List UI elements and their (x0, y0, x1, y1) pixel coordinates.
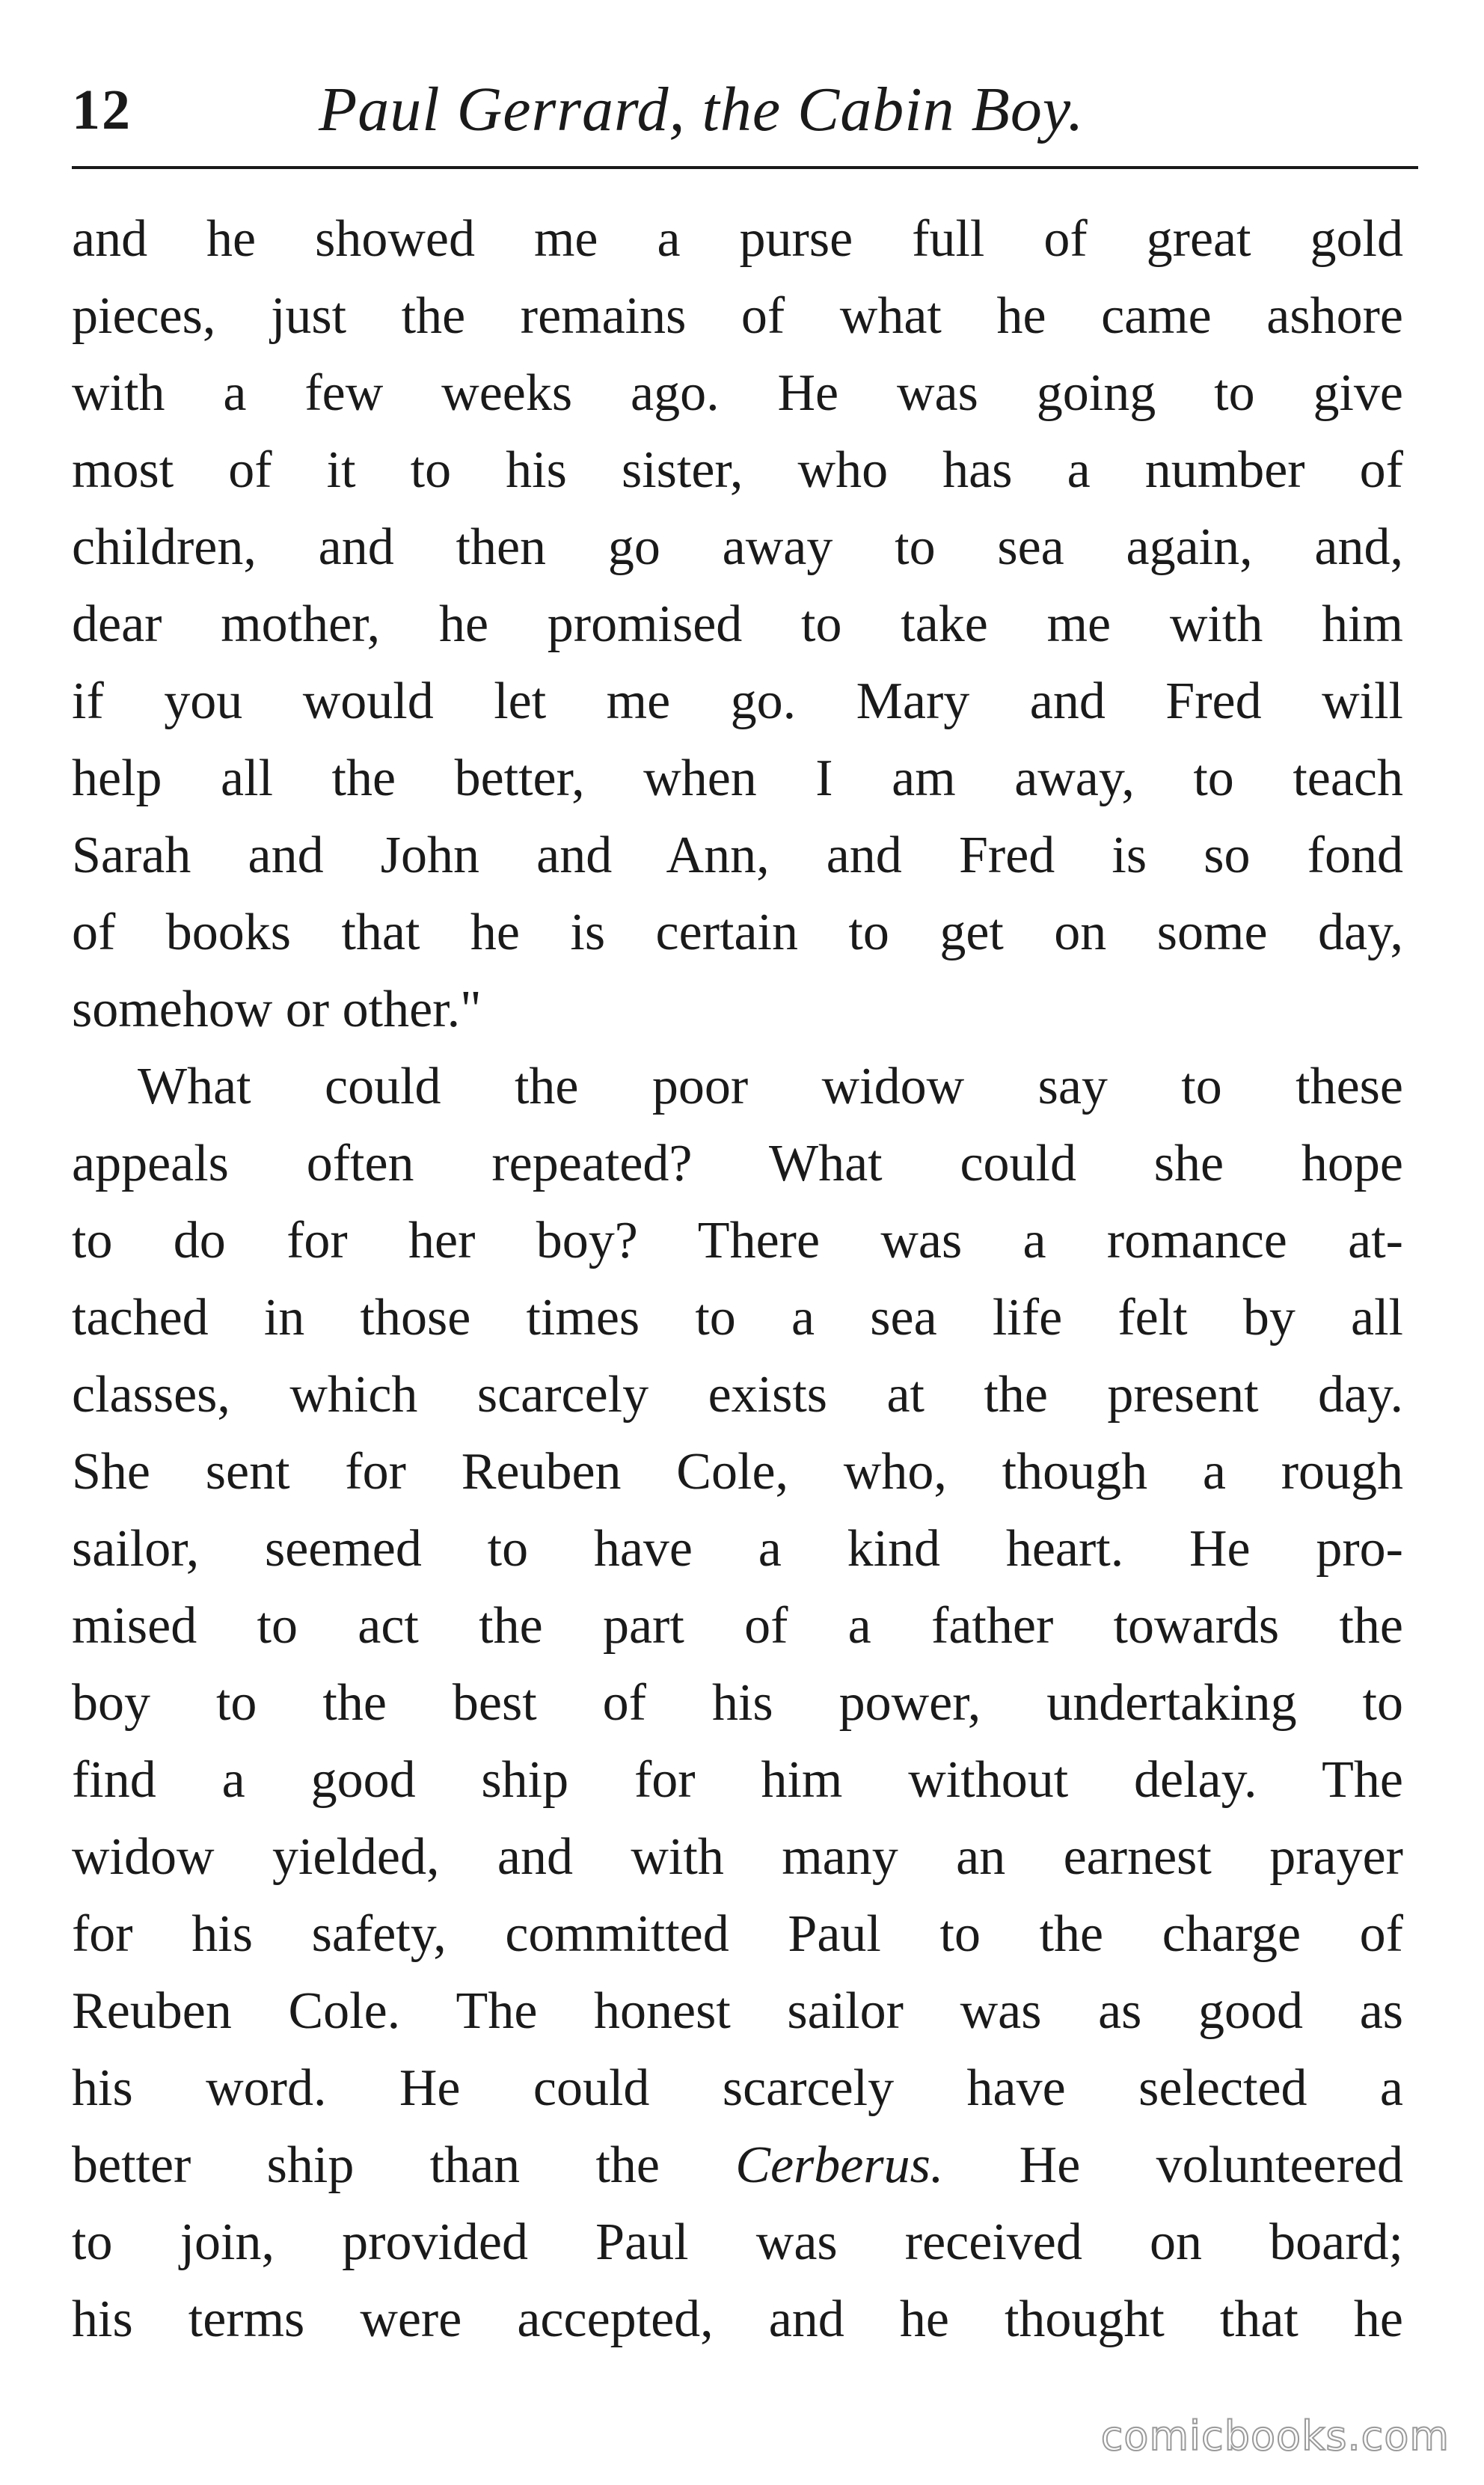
text-line: dear mother, he promised to take me with him (72, 595, 1403, 653)
text-line: sailor, seemed to have a kind heart. He pro- (72, 1520, 1403, 1578)
page-header (72, 69, 1418, 151)
page-number: 12 (72, 79, 132, 141)
text-fragment: He volunteered (943, 2136, 1403, 2194)
text-line: to do for her boy? There was a romance at- (72, 1212, 1403, 1269)
text-line: She sent for Reuben Cole, who, though a rough (72, 1443, 1403, 1501)
text-fragment: better ship than the (72, 2136, 736, 2194)
text-line-paragraph-start: What could the poor widow say to these (138, 1058, 1403, 1115)
text-line: and he showed me a purse full of great gold (72, 210, 1403, 268)
text-line: help all the better, when I am away, to teach (72, 750, 1403, 807)
text-line: pieces, just the remains of what he came ashore (72, 287, 1403, 345)
text-line: boy to the best of his power, undertaking to (72, 1674, 1403, 1732)
text-line: tached in those times to a sea life felt by all (72, 1289, 1403, 1346)
ship-name: Cerberus. (735, 2136, 944, 2194)
text-line: with a few weeks ago. He was going to give (72, 364, 1403, 422)
text-line: his terms were accepted, and he thought that he (72, 2291, 1403, 2348)
text-line-paragraph-end: somehow or other." (72, 981, 482, 1038)
text-line: Sarah and John and Ann, and Fred is so fond (72, 827, 1403, 884)
text-line: to join, provided Paul was received on board; (72, 2213, 1403, 2271)
text-line: if you would let me go. Mary and Fred will (72, 672, 1403, 730)
text-line: children, and then go away to sea again, and, (72, 518, 1403, 576)
text-line-with-ship-name (72, 2127, 1403, 2204)
text-line: of books that he is certain to get on some day, (72, 904, 1403, 961)
text-line: mised to act the part of a father towards the (72, 1597, 1403, 1655)
text-line: classes, which scarcely exists at the present day. (72, 1366, 1403, 1424)
site-watermark: comicbooks.com (1100, 2412, 1450, 2460)
text-line: Reuben Cole. The honest sailor was as good as (72, 1982, 1403, 2040)
text-line: find a good ship for him without delay. The (72, 1751, 1403, 1809)
text-line: appeals often repeated? What could she hope (72, 1135, 1403, 1192)
header-rule (72, 166, 1418, 169)
text-line: widow yielded, and with many an earnest prayer (72, 1828, 1403, 1886)
body-text (72, 200, 1403, 2358)
text-line: for his safety, committed Paul to the charge of (72, 1905, 1403, 1963)
running-title: Paul Gerrard, the Cabin Boy. (319, 75, 1085, 144)
text-line: most of it to his sister, who has a number of (72, 441, 1403, 499)
text-line: his word. He could scarcely have selected a (72, 2059, 1403, 2117)
